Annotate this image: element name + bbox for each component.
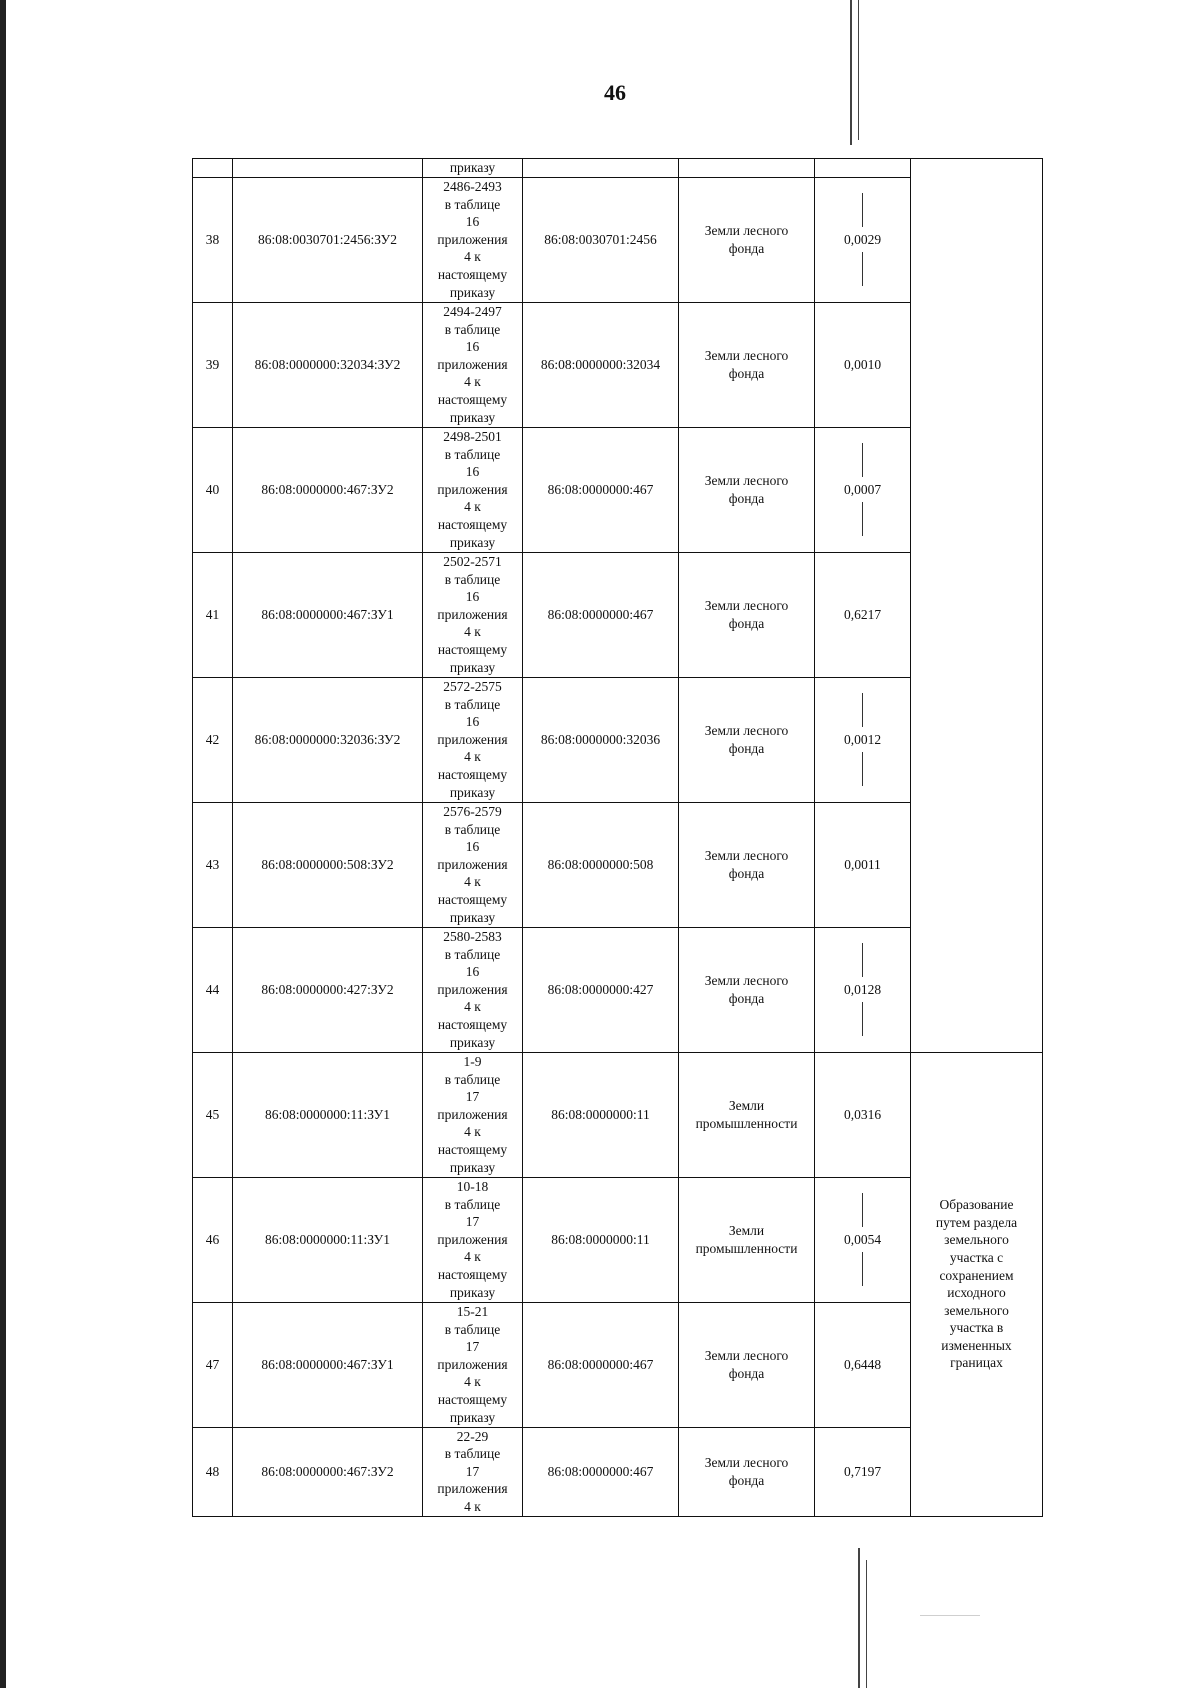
scan-mark <box>866 1560 867 1688</box>
method-note-line: участка в <box>949 1320 1004 1336</box>
ref-cell <box>423 302 523 427</box>
area-cell <box>815 927 911 1052</box>
category-line: Земли лесного <box>704 348 789 363</box>
ref-four-to: 4 к <box>464 874 481 890</box>
method-note-line: исходного <box>947 1285 1006 1301</box>
method-note-line: сохранением <box>939 1267 1014 1283</box>
scan-edge <box>0 0 6 1688</box>
ref-table-number: 17 <box>465 1463 480 1479</box>
category-cell <box>679 427 815 552</box>
ref-this: настоящему <box>437 641 508 657</box>
method-note-line: земельного <box>944 1232 1009 1248</box>
row-number: 43 <box>193 802 233 927</box>
ref-order: приказу <box>449 659 496 675</box>
category-line: фонда <box>728 990 765 1006</box>
ref-table-number: 16 <box>465 839 480 855</box>
area-cell <box>815 1177 911 1302</box>
category-line: промышленности <box>695 1115 798 1131</box>
row-number: 40 <box>193 427 233 552</box>
ref-appendix: приложения <box>437 231 508 247</box>
ref-in-table: в таблице <box>444 1321 501 1337</box>
category-line: Земли лесного <box>704 848 789 863</box>
row-number: 41 <box>193 552 233 677</box>
ref-range: 2494-2497 <box>443 304 502 320</box>
source-plot-id: 86:08:0030701:2456 <box>523 177 679 302</box>
ref-order: приказу <box>449 1034 496 1050</box>
category-line: Земли лесного <box>704 598 789 613</box>
new-plot-id: 86:08:0000000:32036:ЗУ2 <box>233 677 423 802</box>
ref-range: 15-21 <box>456 1304 489 1320</box>
ref-order: приказу <box>449 784 496 800</box>
row-number: 46 <box>193 1177 233 1302</box>
scan-bar <box>862 443 863 477</box>
source-plot-id: 86:08:0000000:467 <box>523 427 679 552</box>
row-number: 47 <box>193 1302 233 1427</box>
category-cell <box>679 677 815 802</box>
ref-appendix: приложения <box>437 606 508 622</box>
ref-appendix: приложения <box>437 981 508 997</box>
scan-bar <box>862 252 863 286</box>
ref-order: приказу <box>449 909 496 925</box>
ref-this: настоящему <box>437 891 508 907</box>
ref-this: настоящему <box>437 391 508 407</box>
ref-four-to: 4 к <box>464 624 481 640</box>
area-cell: 0,7197 <box>815 1427 911 1516</box>
source-plot-id: 86:08:0000000:32036 <box>523 677 679 802</box>
scan-mark <box>850 0 852 145</box>
row-number: 44 <box>193 927 233 1052</box>
category-line: Земли лесного <box>704 223 789 238</box>
new-plot-id: 86:08:0000000:11:ЗУ1 <box>233 1052 423 1177</box>
ref-this: настоящему <box>437 1266 508 1282</box>
ref-four-to: 4 к <box>464 1124 481 1140</box>
scan-bar <box>862 1002 863 1036</box>
new-plot-id: 86:08:0000000:508:ЗУ2 <box>233 802 423 927</box>
category-cell <box>679 1052 815 1177</box>
method-note-line: измененных <box>941 1337 1012 1353</box>
ref-range: 10-18 <box>456 1179 489 1195</box>
new-plot-id: 86:08:0000000:11:ЗУ1 <box>233 1177 423 1302</box>
ref-in-table: в таблице <box>444 946 501 962</box>
new-plot-id: 86:08:0000000:467:ЗУ2 <box>233 427 423 552</box>
scan-mark <box>858 1548 860 1688</box>
area-value: 0,0012 <box>843 731 882 747</box>
ref-in-table: в таблице <box>444 1196 501 1212</box>
category-cell <box>679 1427 815 1516</box>
ref-table-number: 16 <box>465 964 480 980</box>
method-note-cell <box>911 1052 1043 1516</box>
ref-appendix: приложения <box>437 1356 508 1372</box>
area-value: 0,0029 <box>843 231 882 247</box>
area-cell <box>815 427 911 552</box>
category-line: фонда <box>728 240 765 256</box>
scan-bar <box>862 1193 863 1227</box>
ref-this: настоящему <box>437 766 508 782</box>
row-number: 38 <box>193 177 233 302</box>
ref-appendix: приложения <box>437 731 508 747</box>
new-plot-id: 86:08:0030701:2456:ЗУ2 <box>233 177 423 302</box>
scan-bar <box>862 752 863 786</box>
method-note-line: участка с <box>949 1249 1004 1265</box>
ref-in-table: в таблице <box>444 1071 501 1087</box>
ref-appendix: приложения <box>437 856 508 872</box>
scan-bar <box>862 502 863 536</box>
ref-four-to: 4 к <box>464 1249 481 1265</box>
area-cell <box>815 177 911 302</box>
category-line: Земли лесного <box>704 1455 789 1470</box>
scan-noise <box>920 1615 980 1616</box>
ref-cell <box>423 552 523 677</box>
category-line: Земли <box>728 1098 765 1113</box>
ref-table-number: 16 <box>465 464 480 480</box>
new-plot-id: 86:08:0000000:467:ЗУ2 <box>233 1427 423 1516</box>
category-line: фонда <box>728 615 765 631</box>
ref-appendix: приложения <box>437 356 508 372</box>
ref-this: настоящему <box>437 1141 508 1157</box>
source-plot-id: 86:08:0000000:11 <box>523 1177 679 1302</box>
scan-bar <box>862 193 863 227</box>
category-line: фонда <box>728 740 765 756</box>
ref-this: настоящему <box>437 266 508 282</box>
ref-four-to: 4 к <box>464 1498 481 1514</box>
source-plot-id: 86:08:0000000:467 <box>523 1427 679 1516</box>
ref-order: приказу <box>449 1409 496 1425</box>
ref-four-to: 4 к <box>464 249 481 265</box>
ref-four-to: 4 к <box>464 374 481 390</box>
ref-table-number: 17 <box>465 1339 480 1355</box>
ref-range: 2498-2501 <box>443 429 502 445</box>
ref-range: 2502-2571 <box>443 554 502 570</box>
ref-order: приказу <box>449 284 496 300</box>
new-plot-id: 86:08:0000000:467:ЗУ1 <box>233 552 423 677</box>
area-value: 0,0007 <box>843 481 882 497</box>
ref-range: 2576-2579 <box>443 804 502 820</box>
ref-range: 2580-2583 <box>443 929 502 945</box>
scan-mark <box>858 0 859 140</box>
method-note-line: границах <box>950 1355 1003 1371</box>
ref-this: настоящему <box>437 1016 508 1032</box>
ref-in-table: в таблице <box>444 446 501 462</box>
new-plot-id: 86:08:0000000:427:ЗУ2 <box>233 927 423 1052</box>
ref-in-table: в таблице <box>444 321 501 337</box>
area-cell: 0,6448 <box>815 1302 911 1427</box>
area-value: 0,0128 <box>843 981 882 997</box>
new-plot-id: 86:08:0000000:467:ЗУ1 <box>233 1302 423 1427</box>
area-cell: 0,0010 <box>815 302 911 427</box>
category-line: фонда <box>728 365 765 381</box>
category-line: фонда <box>728 865 765 881</box>
ref-order: приказу <box>449 1159 496 1175</box>
ref-cell <box>423 802 523 927</box>
ref-cell: приказу <box>423 159 523 178</box>
row-number: 45 <box>193 1052 233 1177</box>
ref-cell <box>423 677 523 802</box>
row-number: 42 <box>193 677 233 802</box>
ref-in-table: в таблице <box>444 196 501 212</box>
ref-range: 2486-2493 <box>443 179 502 195</box>
area-cell: 0,0316 <box>815 1052 911 1177</box>
row-number: 48 <box>193 1427 233 1516</box>
ref-cell <box>423 1177 523 1302</box>
ref-order: приказу <box>449 409 496 425</box>
ref-range: 22-29 <box>456 1428 489 1444</box>
category-line: Земли лесного <box>704 1348 789 1363</box>
page-number: 46 <box>604 80 626 105</box>
category-cell <box>679 1302 815 1427</box>
area-cell: 0,0011 <box>815 802 911 927</box>
method-note-line: Образование <box>939 1197 1014 1213</box>
source-plot-id: 86:08:0000000:467 <box>523 1302 679 1427</box>
scan-bar <box>862 1252 863 1286</box>
source-plot-id: 86:08:0000000:467 <box>523 552 679 677</box>
new-plot-id: 86:08:0000000:32034:ЗУ2 <box>233 302 423 427</box>
ref-this: настоящему <box>437 1391 508 1407</box>
ref-range: 2572-2575 <box>443 679 502 695</box>
area-value: 0,0054 <box>843 1231 882 1247</box>
ref-order: приказу <box>449 534 496 550</box>
category-line: Земли лесного <box>704 473 789 488</box>
category-line: Земли лесного <box>704 973 789 988</box>
ref-four-to: 4 к <box>464 499 481 515</box>
table-row <box>193 159 1043 178</box>
ref-in-table: в таблице <box>444 571 501 587</box>
ref-table-number: 17 <box>465 1089 480 1105</box>
ref-cell <box>423 927 523 1052</box>
ref-appendix: приложения <box>437 1231 508 1247</box>
category-line: промышленности <box>695 1240 798 1256</box>
scan-bar <box>862 693 863 727</box>
ref-appendix: приложения <box>437 1481 508 1497</box>
ref-cell <box>423 177 523 302</box>
ref-range: 1-9 <box>463 1054 482 1070</box>
source-plot-id: 86:08:0000000:32034 <box>523 302 679 427</box>
ref-in-table: в таблице <box>444 821 501 837</box>
ref-table-number: 16 <box>465 214 480 230</box>
category-cell <box>679 302 815 427</box>
row-number: 39 <box>193 302 233 427</box>
source-plot-id: 86:08:0000000:11 <box>523 1052 679 1177</box>
ref-table-number: 16 <box>465 714 480 730</box>
method-note-line: земельного <box>944 1302 1009 1318</box>
ref-this: настоящему <box>437 516 508 532</box>
source-plot-id: 86:08:0000000:427 <box>523 927 679 1052</box>
ref-table-number: 17 <box>465 1214 480 1230</box>
source-plot-id: 86:08:0000000:508 <box>523 802 679 927</box>
ref-cell <box>423 1427 523 1516</box>
area-cell <box>815 677 911 802</box>
ref-appendix: приложения <box>437 1106 508 1122</box>
ref-four-to: 4 к <box>464 749 481 765</box>
category-line: Земли лесного <box>704 723 789 738</box>
category-line: фонда <box>728 1472 765 1488</box>
area-cell: 0,6217 <box>815 552 911 677</box>
ref-in-table: в таблице <box>444 1446 501 1462</box>
ref-cell <box>423 427 523 552</box>
scan-bar <box>862 943 863 977</box>
category-line: фонда <box>728 1365 765 1381</box>
ref-four-to: 4 к <box>464 999 481 1015</box>
ref-four-to: 4 к <box>464 1374 481 1390</box>
category-cell <box>679 802 815 927</box>
ref-in-table: в таблице <box>444 696 501 712</box>
method-note-line: путем раздела <box>935 1214 1018 1230</box>
table-row <box>193 1052 1043 1177</box>
ref-table-number: 16 <box>465 589 480 605</box>
ref-cell <box>423 1052 523 1177</box>
category-cell <box>679 552 815 677</box>
category-line: фонда <box>728 490 765 506</box>
category-line: Земли <box>728 1223 765 1238</box>
category-cell <box>679 1177 815 1302</box>
category-cell <box>679 927 815 1052</box>
method-cell-empty <box>911 159 1043 1053</box>
ref-table-number: 16 <box>465 339 480 355</box>
ref-cell <box>423 1302 523 1427</box>
ref-order: приказу <box>449 1284 496 1300</box>
category-cell <box>679 177 815 302</box>
land-plots-table <box>192 158 1043 1517</box>
ref-appendix: приложения <box>437 481 508 497</box>
